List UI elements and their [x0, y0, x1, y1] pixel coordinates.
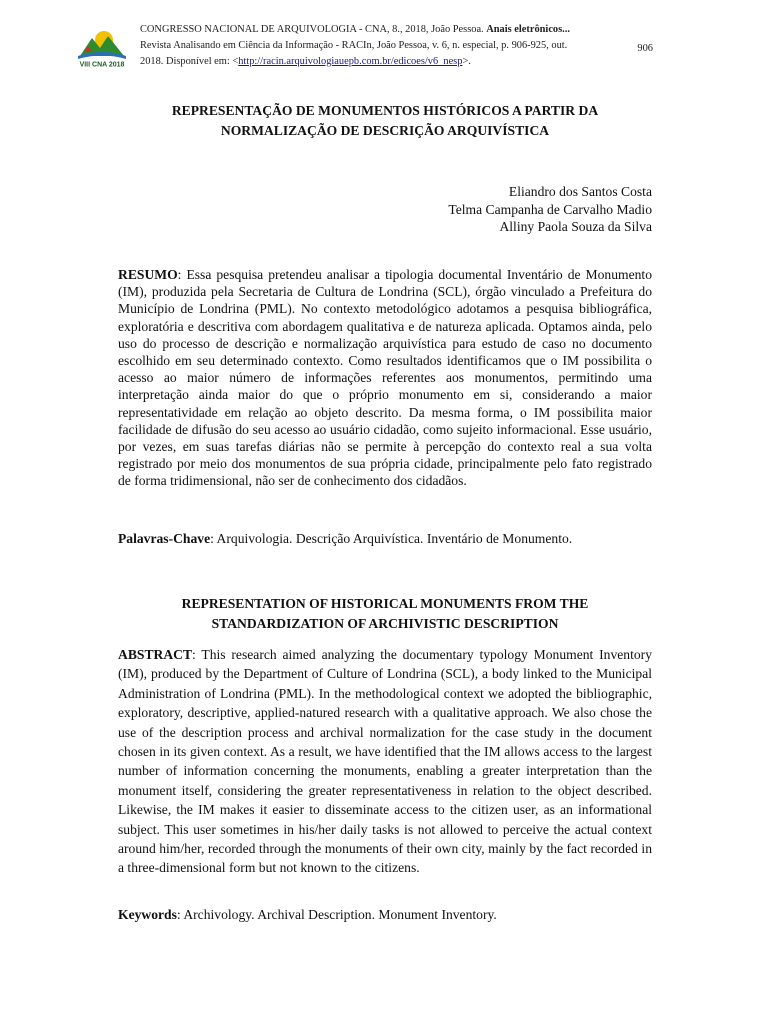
abstract-label: ABSTRACT: [118, 647, 193, 662]
page-header: [0, 0, 770, 80]
resumo-label: RESUMO: [118, 267, 178, 282]
title-pt-line-2: NORMALIZAÇÃO DE DESCRIÇÃO ARQUIVÍSTICA: [220, 123, 550, 138]
title-portuguese: [110, 101, 660, 141]
citation-line-3: [140, 54, 660, 70]
keywords-label: Keywords: [118, 907, 177, 922]
congress-name: CONGRESSO NACIONAL DE ARQUIVOLOGIA - CNA, 8., 2018, João Pessoa.: [140, 24, 484, 35]
logo-text: VIII CNA 2018: [79, 61, 125, 69]
author-name: Alliny Paola Souza da Silva: [499, 219, 652, 234]
congress-logo: [74, 26, 130, 72]
author-list: [448, 183, 652, 236]
proceedings-label: Anais eletrônicos...: [486, 24, 570, 35]
keywords-text: : Archivology. Archival Description. Monument Inventory.: [176, 907, 497, 922]
resumo-text: : Essa pesquisa pretendeu analisar a tipologia documental Inventário de Monumento (IM), produzida pela Secretaria de Cultura de Londrina (SCL), órgão vinculado a Prefeitura do Município de Londrina (PML). No contexto metodológico adotamos a pesquisa bibliográfica, exploratória e descritiva com abordagem qualitativa e de natureza aplicada. Optamos ainda, pelo uso do processo de descrição e normalização arquivística para estudo de caso no documento escolhido em seu determinado contexto. Como resultados identificamos que o IM possibilita o acesso ao maior número de informações referentes aos monumentos, permitindo uma interpretação ainda maior do que o próprio monumento em si, considerando a maior representatividade em relação ao objeto descrito. Da mesma forma, o IM possibilita maior facilidade de difusão do seu acesso ao usuário cidadão, como sujeito informacional. Esse usuário, por vezes, em suas tarefas diárias não se permite à percepção do contexto real a sua volta registrado por meio dos monumentos de sua própria cidade, principalmente pelo fato registrado de forma tridimensional, não ser de conhecimento dos cidadãos.: [118, 267, 652, 489]
citation-block: [140, 22, 660, 70]
availability-suffix: >.: [462, 56, 471, 67]
citation-line-1: [140, 22, 660, 38]
abstract-text: : This research aimed analyzing the documentary typology Monument Inventory (IM), produced by the Department of Culture of Londrina (SCL), a body linked to the Municipal Administration of Londrina (PML). In the methodological context we adopted the bibliographic, exploratory, descriptive, applied-natured research with a qualitative approach. We also chose the use of the description process and archival normalization for the case study in the document chosen in its given context. As a result, we have identified that the IM allows access to the largest number of information concerning the monuments, enabling a greater interpretation than the monument itself, considering the greater representativeness in relation to the object described. Likewise, the IM makes it easier to disseminate access to the citizen user, as an informational subject. This user sometimes in his/her daily tasks is not allowed to perceive the actual context around him/her, recorded through the monuments of their own city, mainly by the fact recorded in a three-dimensional form but not known to the citizens.: [118, 647, 652, 876]
author-name: Eliandro dos Santos Costa: [508, 184, 652, 199]
keywords-paragraph: [118, 906, 652, 923]
journal-link[interactable]: http://racin.arquivologiauepb.com.br/edicoes/v6_nesp: [238, 56, 463, 67]
palavras-chave-text: : Arquivologia. Descrição Arquivística. Inventário de Monumento.: [210, 531, 573, 546]
page-number: 906: [637, 43, 653, 54]
title-pt-line-1: REPRESENTAÇÃO DE MONUMENTOS HISTÓRICOS A PARTIR DA: [171, 103, 599, 118]
citation-line-2: Revista Analisando em Ciência da Informação - RACIn, João Pessoa, v. 6, n. especial, p. 906-925, out.: [140, 40, 568, 51]
title-english: [110, 594, 660, 634]
availability-prefix: 2018. Disponível em: <: [140, 56, 239, 67]
author-name: Telma Campanha de Carvalho Madio: [448, 201, 652, 217]
palavras-chave-label: Palavras-Chave: [118, 531, 211, 546]
title-en-line-2: STANDARDIZATION OF ARCHIVISTIC DESCRIPTION: [211, 616, 559, 631]
resumo-paragraph: [118, 266, 652, 490]
title-en-line-1: REPRESENTATION OF HISTORICAL MONUMENTS FROM THE: [181, 596, 589, 611]
palavras-chave-paragraph: [118, 530, 652, 547]
abstract-paragraph: [118, 645, 652, 878]
